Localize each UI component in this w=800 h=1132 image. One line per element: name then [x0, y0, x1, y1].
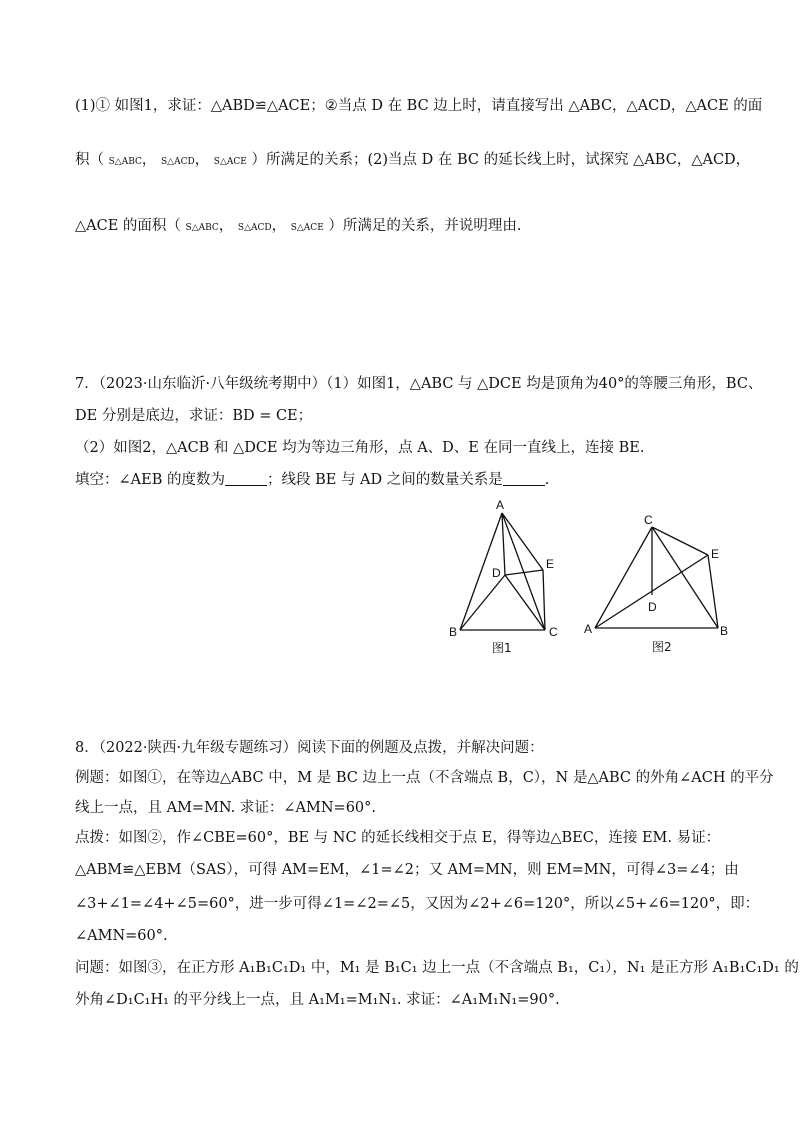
p6-line3-open: △ACE 的面积（ [75, 218, 181, 234]
p7-fill-in-prompt-2: ；线段 BE 与 AD 之间的数量关系是 [266, 472, 503, 488]
p8-line9: 外角∠D₁C₁H₁ 的平分线上一点，且 A₁M₁=M₁N₁. 求证：∠A₁M₁N₁=90°. [75, 992, 560, 1008]
answer-blank-angle [225, 471, 267, 486]
segment-dc [505, 575, 545, 630]
p8-line4: 点拨：如图②，作∠CBE=60°，BE 与 NC 的延长线相交于点 E，得等边△BEC，连接 EM. 易证： [75, 830, 721, 846]
segment-ac [502, 513, 545, 630]
p8-line5: △ABM≌△EBM（SAS），可得 AM=EM，∠1=∠2；又 AM=MN，则 EM=MN，可得∠3=∠4；由 [75, 862, 739, 878]
segment-ac [595, 527, 652, 628]
p8-line6: ∠3+∠1=∠4+∠5=60°，进一步可得∠1=∠2=∠5，又因为∠2+∠6=120°，所以∠5+∠6=120°，即： [75, 896, 760, 912]
figure-2 [580, 505, 740, 660]
p8-line3: 线上一点，且 AM=MN. 求证：∠AMN=60°. [75, 800, 377, 816]
p8-line8: 问题：如图③，在正方形 A₁B₁C₁D₁ 中，M₁ 是 B₁C₁ 边上一点（不含端点 B₁，C₁），N₁ 是正方形 A₁B₁C₁D₁ 的 [75, 960, 799, 976]
label-b: B [720, 624, 729, 638]
p7-line4 [75, 470, 549, 490]
label-b: B [449, 625, 458, 639]
segment-ec [543, 570, 545, 630]
label-d: D [492, 566, 501, 580]
p7-fill-in-end: . [544, 472, 550, 488]
figure-2-caption: 图2 [652, 640, 672, 654]
p8-line7: ∠AMN=60°. [75, 928, 168, 944]
p6-area-abc: S△ABC [108, 157, 142, 167]
p7-fill-in-prompt-1: 填空：∠AEB 的度数为 [75, 472, 225, 488]
p6-line2: 积（ S△ABC， S△ACD， S△ACE ）所满足的关系；(2)当点 D 在 BC 的延长线上时，试探究 △ABC，△ACD， [75, 152, 751, 168]
p6-area-acd-2: S△ACD [237, 223, 272, 233]
p6-area-ace-2: S△ACE [290, 223, 324, 233]
segment-ad [502, 513, 505, 575]
p6-line3: △ACE 的面积（ S△ABC， S△ACD， S△ACE ）所满足的关系，并说明理由. [75, 218, 522, 234]
label-c: C [549, 625, 558, 639]
label-c: C [644, 513, 653, 527]
segment-eb [708, 555, 718, 628]
label-a: A [584, 622, 593, 636]
p6-line1: (1)① 如图1，求证：△ABD≌△ACE；②当点 D 在 BC 边上时，请直接写出 △ABC，△ACD，△ACE 的面 [75, 98, 763, 114]
segment-bd [460, 575, 505, 630]
segment-cb [652, 527, 718, 628]
p7-line3: （2）如图2，△ACB 和 △DCE 均为等边三角形，点 A、D、E 在同一直线上，连接 BE. [75, 440, 645, 456]
p6-area-ace: S△ACE [213, 157, 247, 167]
p7-line2: DE 分别是底边，求证：BD = CE； [75, 408, 313, 424]
label-a: A [496, 498, 505, 512]
p6-area-abc-2: S△ABC [185, 223, 219, 233]
p8-line1: 8．（2022·陕西·九年级专题练习）阅读下面的例题及点拨，并解决问题： [75, 740, 544, 756]
label-e: E [546, 557, 555, 571]
p8-line2: 例题：如图①，在等边△ABC 中，M 是 BC 边上一点（不含端点 B，C），N 是△ABC 的外角∠ACH 的平分 [75, 770, 774, 786]
segment-ae [502, 513, 543, 570]
p6-line2-open: 积（ [75, 152, 104, 168]
label-e: E [711, 547, 720, 561]
p6-line3-rest: ）所满足的关系，并说明理由. [328, 218, 522, 234]
p6-area-acd: S△ACD [160, 157, 195, 167]
p6-line2-rest: ）所满足的关系；(2)当点 D 在 BC 的延长线上时，试探究 △ABC，△ACD， [251, 152, 751, 168]
label-d: D [648, 600, 657, 614]
figure-1 [445, 495, 575, 660]
answer-blank-relation [503, 471, 545, 486]
p7-line1: 7．（2023·山东临沂·八年级统考期中）（1）如图1，△ABC 与 △DCE 均是顶角为40°的等腰三角形，BC、 [75, 376, 763, 392]
figure-1-caption: 图1 [492, 641, 512, 655]
